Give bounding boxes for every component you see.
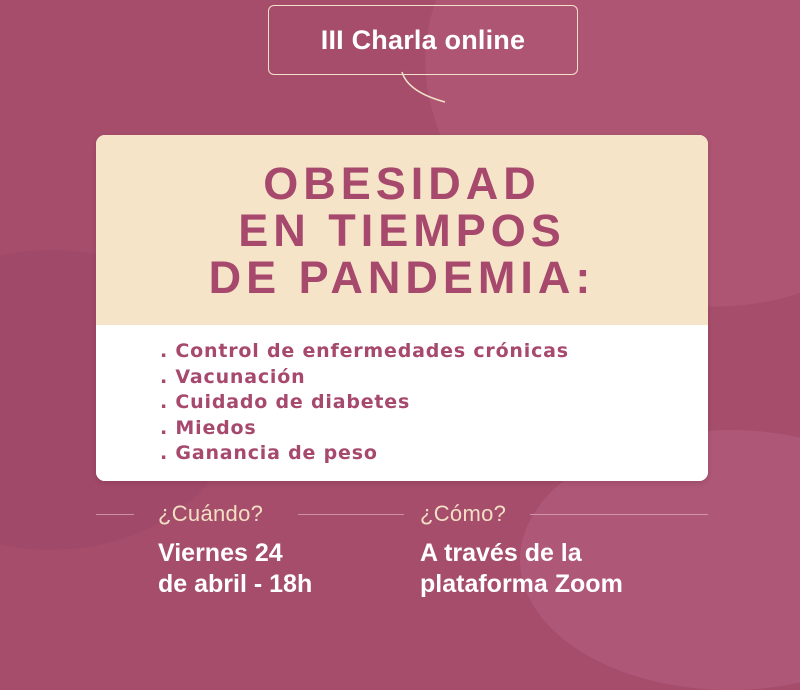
topics-list — [96, 325, 708, 467]
how-answer — [420, 538, 623, 600]
when-answer-line-1: Viernes 24 — [158, 539, 283, 567]
divider-line — [530, 514, 708, 515]
info-card — [96, 135, 708, 481]
when-answer — [158, 538, 312, 600]
event-tag-bubble — [268, 5, 578, 75]
how-answer-line-2: plataforma Zoom — [420, 570, 623, 598]
how-question: ¿Cómo? — [420, 501, 507, 526]
divider-line — [96, 514, 134, 515]
topics-panel — [96, 325, 708, 481]
headline-line-1: OBESIDAD — [263, 157, 541, 209]
topic-item: . Miedos — [160, 416, 257, 439]
speech-bubble-tail-icon — [400, 72, 450, 108]
when-question: ¿Cuándo? — [158, 501, 264, 526]
headline-line-2: EN TIEMPOS — [238, 204, 566, 256]
headline-line-3: DE PANDEMIA: — [208, 251, 596, 303]
when-answer-line-2: de abril - 18h — [158, 570, 313, 598]
topic-item: . Cuidado de diabetes — [160, 391, 411, 413]
topic-item: . Vacunación — [160, 365, 306, 388]
topic-item: . Ganancia de peso — [160, 442, 378, 464]
how-answer-line-1: A través de la — [420, 539, 582, 567]
divider-line — [298, 514, 404, 515]
topic-item: . Control de enfermedades crónicas — [160, 340, 569, 362]
event-tag: III Charla online — [320, 24, 526, 55]
headline-panel — [96, 135, 708, 325]
